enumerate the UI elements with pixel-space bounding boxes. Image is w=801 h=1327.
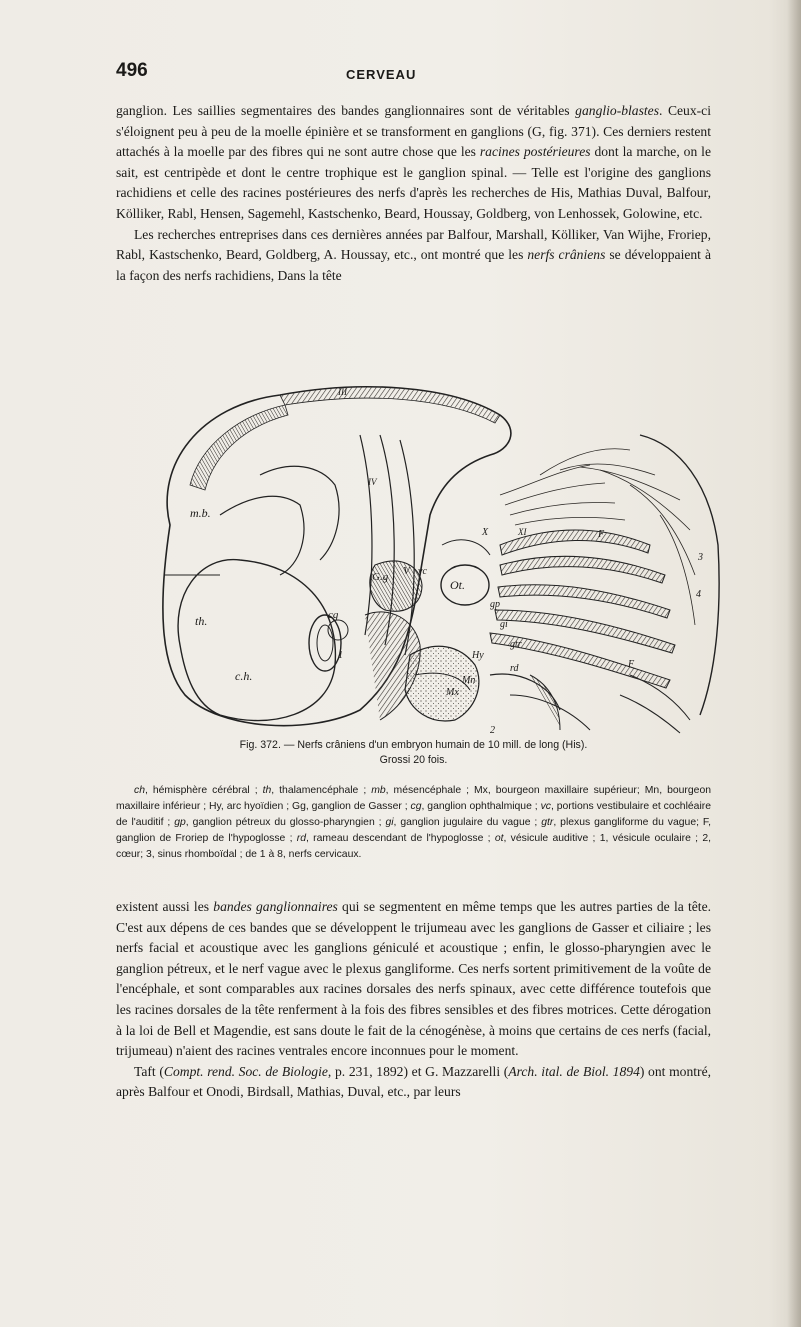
text-run: qui se segmentent en même temps que les autres parties de la tête. C'est aux dépens de ces bandes que se développent le trijumeau avec les ganglions de Gasser et ciliaire ; les nerfs facial et acoustique avec les ganglions géniculé et acoustique ; enfin, le glosso-pharyngien avec le ganglion pétreux, et le nerf vague avec le plexus gangliforme. Ces nerfs sortent primitivement de la voûte de l'encéphale, et sont comparables aux racines dorsales des nerfs spinaux, avec cette différence toutefois que les racines dorsales de la tête renferment à la fois des fibres sensibles et des fibres motrices. Cette dérogation à la loi de Bell et Magendie, est sans doute le fait de la cénogénèse, à moins que certains de ces nerfs (facial, trijumeau) n'aient des racines ventrales encore inconnues pour le moment. [116, 899, 711, 1059]
text-run: , ganglion pétreux du glosso-pharyngien ; [185, 817, 386, 828]
text-run: , ganglion ophthalmique ; [421, 801, 541, 812]
running-title: CERVEAU [346, 67, 417, 82]
text-run: ) ont montré, après Balfour et Onodi, Birdsall, Mathias, Duval, etc., par leurs [116, 1063, 711, 1100]
text-run: existent aussi les [116, 899, 214, 914]
label-4: 4 [696, 589, 701, 600]
label-x: X [482, 527, 489, 538]
label-f: F [628, 659, 635, 670]
italic-run: gp [174, 817, 186, 828]
label-2: 2 [490, 725, 495, 735]
label-iv: IV [368, 477, 377, 487]
legend-text [116, 783, 711, 863]
text-run: . Ceux-ci s'éloignent peu à peu de la moelle épinière et se transforment en ganglions (G, fig. 371). Ces derniers restent attachés à la moelle par des fibres qui ne sont autre chose que les [116, 103, 711, 160]
paragraph [116, 101, 711, 225]
label-ot: Ot. [450, 578, 465, 592]
label-th: th. [195, 614, 208, 628]
eye-vesicle [309, 615, 341, 671]
paragraph [116, 897, 711, 1062]
text-run: ganglion. Les saillies segmentaires des bandes ganglionnaires sont de véritables [116, 103, 576, 118]
label-rd: rd [510, 663, 519, 674]
italic-run: gtr [541, 817, 554, 828]
label-gp: gp [490, 599, 500, 610]
body-text-top [116, 101, 711, 286]
label-vc: vc [418, 566, 427, 577]
italic-run: gi [385, 817, 394, 828]
otic-vesicle [441, 565, 489, 605]
caption-magnification: Grossi 20 fois. [379, 754, 448, 766]
italic-run: nerfs crâniens [527, 247, 606, 263]
text-run: se développaient à la façon des nerfs rachidiens, Dans la tête [116, 247, 711, 283]
label-mn: Mn [462, 675, 476, 686]
text-run: Taft ( [134, 1063, 164, 1079]
label-gi: gi [500, 619, 508, 630]
caption-title: Fig. 372. — Nerfs crâniens d'un embryon humain de 10 mill. de long (His). [239, 739, 588, 751]
text-run: , p. 231, 1892) et G. Mazzarelli ( [327, 1063, 509, 1079]
hemisphere-shape [178, 560, 335, 721]
figure-caption [116, 738, 711, 768]
text-run: dont la marche, on le sait, est centripède et dont le centre trophique est le ganglion spinal. — Telle est l'origine des ganglions rachidiens et celle des racines postérieures des nerfs d'après les recherches de His, Mathias Duval, Balfour, Kölliker, Rabl, Hensen, Sagemehl, Kastschenko, Beard, Houssay, Goldberg, von Lenhossek, Golowine, etc. [116, 144, 711, 221]
text-run: , mésencéphale ; Mx, bourgeon maxillaire supérieur; Mn, bourgeon maxillaire inférieur ; Hy, arc hyoïdien ; Gg, ganglion de Gasser ; [116, 785, 712, 812]
label-iii: III [338, 387, 347, 397]
label-xi: XI [518, 527, 527, 537]
text-run: , plexus gangliforme du vague; F, ganglion de Froriep de l'hypoglosse ; [116, 817, 711, 844]
page-edge-shadow [787, 0, 801, 1327]
label-gg: G.g [372, 571, 389, 583]
label-v: V [403, 565, 410, 577]
text-run: Les recherches entreprises dans ces dernières années par Balfour, Marshall, Kölliker, Van Wijhe, Froriep, Rabl, Kastschenko, Beard, Goldberg, A. Houssay, etc., ont montré que les [116, 226, 711, 263]
label-cg: cg [328, 609, 339, 621]
text-run: , portions vestibulaire et cochléaire de l'auditif ; [116, 801, 711, 828]
text-run: , ganglion jugulaire du vague ; [393, 817, 542, 828]
italic-run: bandes ganglionnaires [213, 899, 338, 914]
paragraph [116, 1062, 711, 1103]
text-run: , hémisphère cérébral ; [144, 785, 263, 796]
label-ch: c.h. [235, 669, 253, 683]
italic-run: ch [134, 785, 145, 796]
italic-run: cg [410, 801, 422, 812]
label-1: 1 [338, 650, 343, 661]
label-hy: Hy [472, 650, 484, 661]
label-fwd: F [598, 529, 605, 540]
body-text-bottom [116, 897, 711, 1103]
text-run: , thalamencéphale ; [271, 785, 372, 796]
page-number: 496 [116, 60, 148, 81]
embryo-illustration [160, 375, 725, 735]
italic-run: ganglio-blastes [575, 103, 659, 118]
italic-run: mb [371, 785, 386, 796]
figure-legend [116, 783, 711, 863]
paragraph [116, 225, 711, 287]
figure-cranial-nerves-embryo [160, 375, 725, 735]
label-mx: Mx [446, 687, 459, 698]
italic-run: Compt. rend. Soc. de Biologie [163, 1063, 328, 1079]
text-run: , vésicule auditive ; 1, vésicule oculaire ; 2, cœur; 3, sinus rhomboïdal ; de 1 à 8, nerfs cervicaux. [116, 833, 711, 860]
italic-run: vc [540, 801, 551, 812]
italic-run: th [262, 785, 272, 796]
label-mb: m.b. [190, 506, 211, 520]
gasser-ganglion [370, 561, 422, 611]
text-run: , rameau descendant de l'hypoglosse ; [305, 833, 495, 844]
roof-band [280, 387, 500, 423]
italic-run: ot [494, 833, 504, 844]
label-3: 3 [698, 552, 703, 563]
mesencephalon-band [190, 405, 288, 490]
italic-run: racines postérieures [479, 144, 591, 160]
italic-run: rd [296, 833, 306, 844]
italic-run: Arch. ital. de Biol. 1894 [508, 1063, 640, 1079]
label-gtr: gtr [510, 639, 522, 650]
